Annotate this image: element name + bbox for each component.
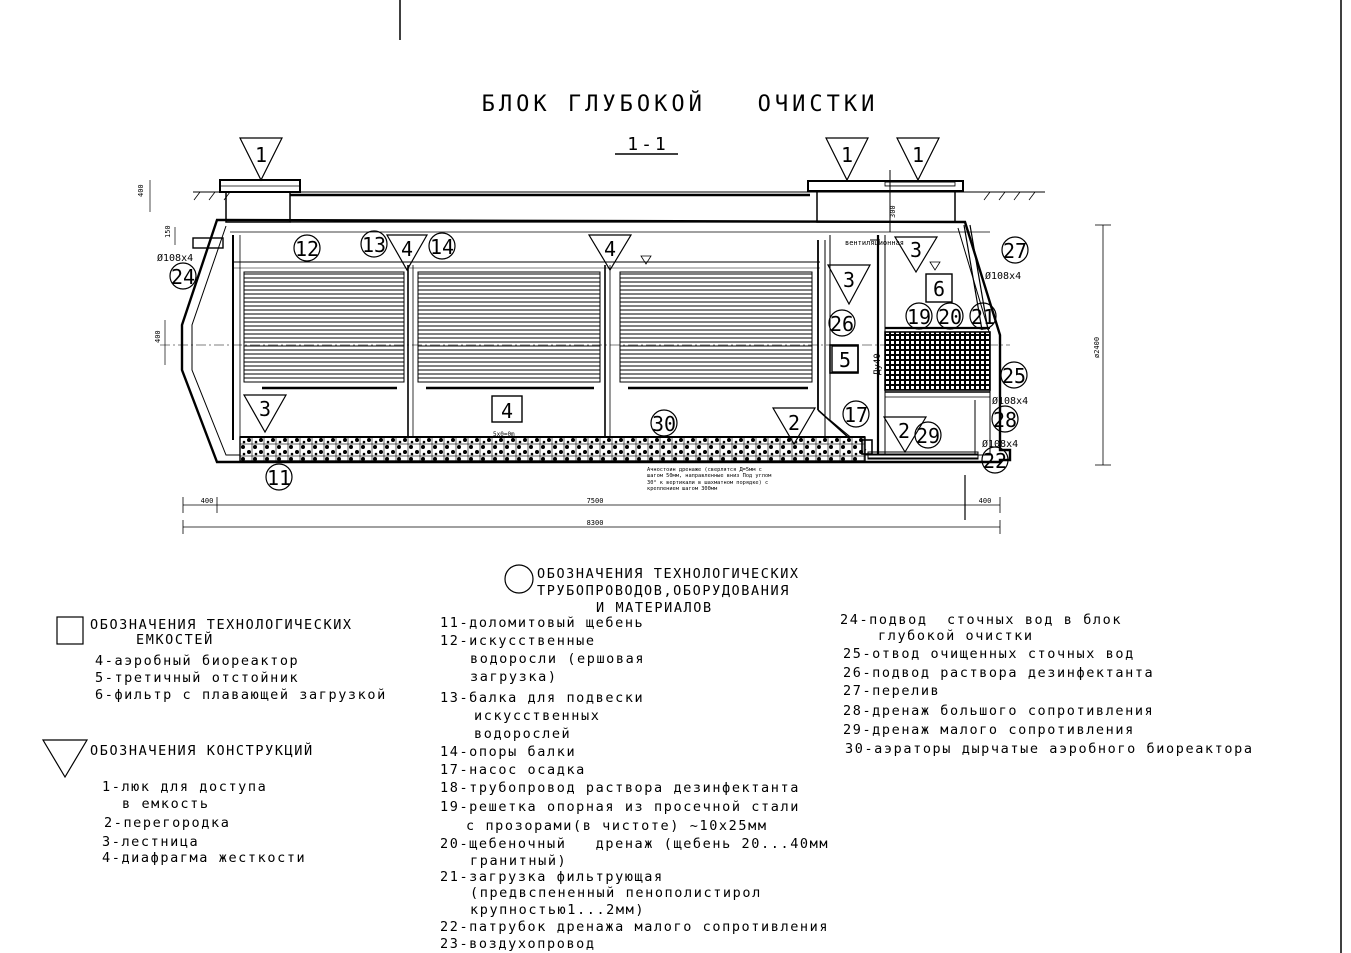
svg-text:14: 14 xyxy=(429,235,455,259)
svg-text:ОБОЗНАЧЕНИЯ КОНСТРУКЦИЙ: ОБОЗНАЧЕНИЯ КОНСТРУКЦИЙ xyxy=(90,743,314,759)
svg-text:12: 12 xyxy=(294,237,320,261)
svg-text:400: 400 xyxy=(200,497,214,505)
svg-text:11: 11 xyxy=(266,466,292,490)
svg-text:25: 25 xyxy=(1001,364,1027,388)
circle-symbol xyxy=(505,565,533,593)
legend-construction xyxy=(43,740,314,866)
svg-text:4-аэробный биореактор: 4-аэробный биореактор xyxy=(95,653,300,669)
svg-text:глубокой очистки: глубокой очистки xyxy=(878,628,1034,644)
svg-text:26: 26 xyxy=(829,312,855,336)
tank-number-4: 4 xyxy=(500,399,514,423)
svg-text:13: 13 xyxy=(361,233,387,257)
svg-text:24-подвод сточных вод в блок: 24-подвод сточных вод в блок xyxy=(840,612,1123,628)
svg-text:29-дренаж малого сопротивления: 29-дренаж малого сопротивления xyxy=(843,722,1135,738)
svg-text:крупностью1...2мм): крупностью1...2мм) xyxy=(470,902,646,918)
svg-text:И МАТЕРИАЛОВ: И МАТЕРИАЛОВ xyxy=(596,600,713,616)
svg-text:28-дренаж большого сопротивлен: 28-дренаж большого сопротивления xyxy=(843,703,1155,719)
svg-text:20: 20 xyxy=(937,305,963,329)
svg-text:21: 21 xyxy=(970,305,996,329)
svg-text:27-перелив: 27-перелив xyxy=(843,683,941,699)
svg-text:4: 4 xyxy=(603,237,617,261)
svg-text:25-отвод очищенных сточных вод: 25-отвод очищенных сточных вод xyxy=(843,646,1135,662)
inlet-pipe xyxy=(157,238,223,264)
svg-text:27: 27 xyxy=(1002,239,1028,263)
svg-text:в емкость: в емкость xyxy=(122,796,210,812)
svg-text:Ду40: Ду40 xyxy=(873,353,883,375)
drawing-title: БЛОК ГЛУБОКОЙ ОЧИСТКИ xyxy=(481,92,879,117)
svg-text:3: 3 xyxy=(842,268,856,292)
svg-text:водорослей: водорослей xyxy=(474,726,572,742)
svg-text:22: 22 xyxy=(982,449,1008,473)
svg-text:ø2400: ø2400 xyxy=(1093,336,1101,358)
svg-text:1: 1 xyxy=(840,143,854,167)
svg-text:загрузка): загрузка) xyxy=(470,669,558,685)
svg-text:19-решетка опорная из просечно: 19-решетка опорная из просечной стали xyxy=(440,799,800,815)
svg-text:ЕМКОСТЕЙ: ЕМКОСТЕЙ xyxy=(136,632,214,648)
svg-text:20-щебеночный дренаж (щебень: 20-щебеночный дренаж (щебень 20...40мм xyxy=(440,836,830,852)
svg-text:1: 1 xyxy=(911,143,925,167)
svg-text:400: 400 xyxy=(978,497,992,505)
svg-text:30: 30 xyxy=(651,412,677,436)
svg-text:с прозорами(в чистоте) ~10x25м: с прозорами(в чистоте) ~10x25мм xyxy=(466,818,768,834)
square-symbol xyxy=(57,617,83,644)
svg-text:17: 17 xyxy=(843,403,869,427)
svg-text:вентиляционная: вентиляционная xyxy=(845,239,905,247)
svg-text:30-аэраторы дырчатые аэробного: 30-аэраторы дырчатые аэробного биореактора xyxy=(845,741,1254,757)
svg-text:23-воздухопровод: 23-воздухопровод xyxy=(440,936,596,952)
svg-text:29: 29 xyxy=(915,424,941,448)
legend-equipment-col2 xyxy=(840,612,1254,757)
svg-text:300: 300 xyxy=(889,205,897,218)
svg-text:2: 2 xyxy=(897,419,911,443)
triangle-symbol xyxy=(43,740,87,777)
svg-text:18-трубопровод раствора дезинф: 18-трубопровод раствора дезинфектанта xyxy=(440,780,800,796)
svg-text:ОБОЗНАЧЕНИЯ ТЕХНОЛОГИЧЕСКИХ: ОБОЗНАЧЕНИЯ ТЕХНОЛОГИЧЕСКИХ xyxy=(537,566,800,582)
svg-text:13-балка для подвески: 13-балка для подвески xyxy=(440,690,645,706)
svg-text:1: 1 xyxy=(254,143,268,167)
svg-text:400: 400 xyxy=(137,184,145,197)
svg-text:14-опоры балки: 14-опоры балки xyxy=(440,744,577,760)
svg-text:Ø108x4: Ø108x4 xyxy=(992,396,1029,407)
svg-text:2-перегородка: 2-перегородка xyxy=(104,815,231,831)
svg-text:4: 4 xyxy=(400,237,414,261)
hatch-left xyxy=(220,180,300,222)
legend-equipment xyxy=(505,565,800,616)
dim-height xyxy=(1093,225,1111,465)
svg-text:19: 19 xyxy=(906,305,932,329)
technical-note: Ачностоин дренаже (сверлятся Д=5мм с шагом 50мм, направленные вниз Под углом 30° к вертикали в шахматном порядке) с креплением шагом 300мм xyxy=(647,467,772,493)
svg-text:ТРУБОПРОВОДОВ,ОБОРУДОВАНИЯ: ТРУБОПРОВОДОВ,ОБОРУДОВАНИЯ xyxy=(537,583,790,599)
svg-text:4-диафрагма жесткости: 4-диафрагма жесткости xyxy=(102,850,307,866)
svg-text:1-люк для доступа: 1-люк для доступа xyxy=(102,779,268,795)
legend-equipment-col1 xyxy=(440,615,829,952)
svg-text:150: 150 xyxy=(164,225,172,238)
dim-bottom xyxy=(183,475,1000,534)
gravel-bed xyxy=(240,437,865,461)
svg-text:искусственных: искусственных xyxy=(474,708,601,724)
svg-text:3: 3 xyxy=(258,397,272,421)
svg-text:(предвспененный пенополистирол: (предвспененный пенополистирол xyxy=(470,885,762,901)
hatch-right xyxy=(808,170,963,232)
svg-text:28: 28 xyxy=(992,408,1018,432)
tank-number-5: 5 xyxy=(838,348,852,372)
legend-tanks xyxy=(57,617,387,703)
svg-text:5x0=0m: 5x0=0m xyxy=(493,431,515,438)
svg-text:24: 24 xyxy=(170,265,196,289)
svg-text:5-третичный отстойник: 5-третичный отстойник xyxy=(95,670,300,686)
section-label: 1-1 xyxy=(627,134,669,155)
svg-text:26-подвод раствора дезинфектан: 26-подвод раствора дезинфектанта xyxy=(843,665,1155,681)
brush-loading xyxy=(244,272,812,388)
svg-text:3-лестница: 3-лестница xyxy=(102,834,200,850)
svg-text:3: 3 xyxy=(909,238,923,262)
svg-text:Ø108x4: Ø108x4 xyxy=(982,439,1019,450)
svg-text:17-насос осадка: 17-насос осадка xyxy=(440,762,586,778)
svg-text:21-загрузка фильтрующая: 21-загрузка фильтрующая xyxy=(440,869,664,885)
svg-text:12-искусственные: 12-искусственные xyxy=(440,633,596,649)
svg-text:8300: 8300 xyxy=(586,519,604,527)
svg-text:7500: 7500 xyxy=(586,497,604,505)
svg-text:6-фильтр с плавающей загрузкой: 6-фильтр с плавающей загрузкой xyxy=(95,687,387,703)
svg-text:11-доломитовый щебень: 11-доломитовый щебень xyxy=(440,615,645,631)
tank-number-6: 6 xyxy=(932,277,946,301)
svg-text:22-патрубок дренажа малого соп: 22-патрубок дренажа малого сопротивления xyxy=(440,919,830,935)
svg-text:2: 2 xyxy=(787,411,801,435)
svg-text:ОБОЗНАЧЕНИЯ ТЕХНОЛОГИЧЕСКИХ: ОБОЗНАЧЕНИЯ ТЕХНОЛОГИЧЕСКИХ xyxy=(90,617,353,633)
svg-text:Ø108x4: Ø108x4 xyxy=(985,271,1022,282)
svg-text:Ø108x4: Ø108x4 xyxy=(157,253,194,264)
svg-text:водоросли (ершовая: водоросли (ершовая xyxy=(470,651,646,667)
svg-text:гранитный): гранитный) xyxy=(470,853,568,869)
svg-text:400: 400 xyxy=(154,330,162,343)
